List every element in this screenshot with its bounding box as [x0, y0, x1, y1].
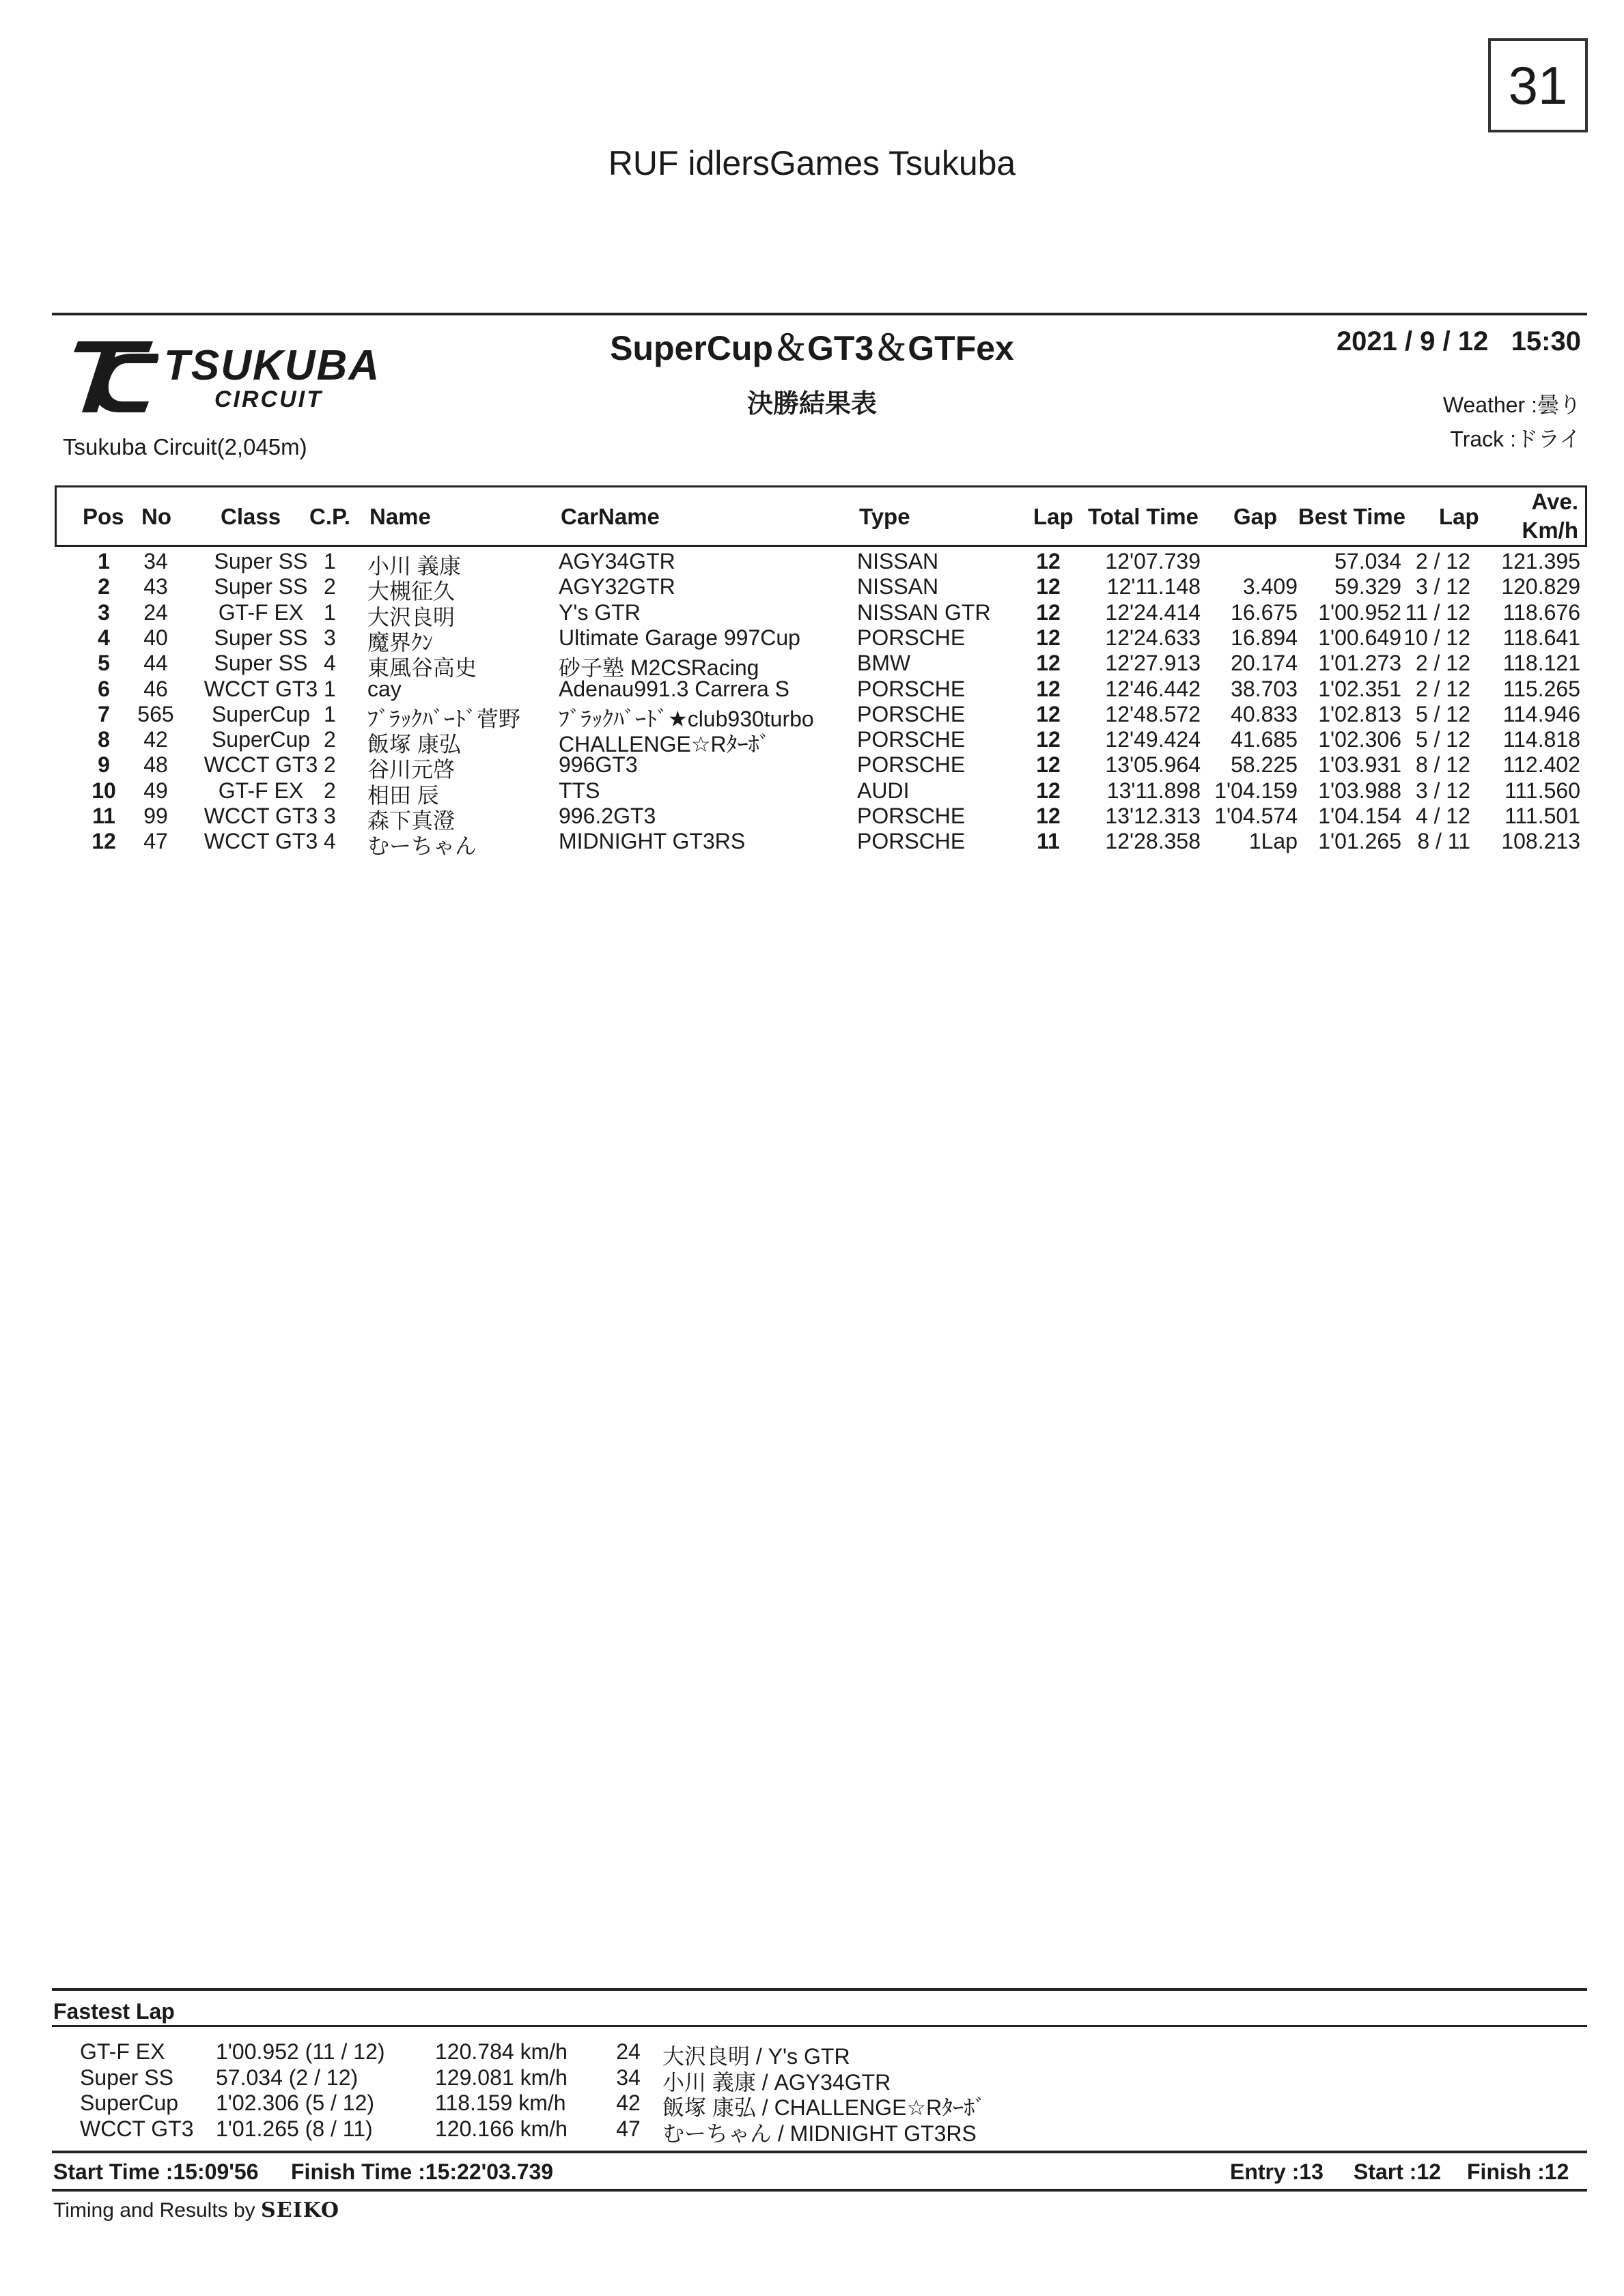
cell-pos: 6 — [98, 676, 110, 701]
fastest-lap-class: SuperCup — [80, 2091, 179, 2115]
cell-no: 42 — [143, 727, 168, 752]
cell-lap: 12 — [1036, 625, 1061, 650]
timing-label: Timing and Results by — [53, 2199, 255, 2222]
cell-carname: ﾌﾞﾗｯｸﾊﾞｰﾄﾞ★club930turbo — [559, 706, 814, 731]
fastest-lap-no: 24 — [616, 2039, 641, 2064]
cell-lap: 12 — [1036, 651, 1061, 676]
cell-gap: 40.833 — [1231, 701, 1298, 726]
cell-pos: 1 — [98, 549, 110, 573]
cell-name: 東風谷高史 — [367, 655, 477, 681]
cell-total: 12'49.424 — [1105, 727, 1201, 752]
cell-class: SuperCup — [211, 701, 311, 726]
cell-carname: 砂子塾 M2CSRacing — [559, 655, 759, 681]
fastest-lap-no: 47 — [616, 2116, 641, 2141]
cell-ave: 115.265 — [1502, 676, 1580, 701]
cell-gap: 58.225 — [1231, 752, 1298, 778]
cell-type: PORSCHE — [857, 804, 966, 828]
cell-carname: MIDNIGHT GT3RS — [559, 829, 746, 854]
cell-pos: 2 — [98, 574, 110, 599]
cell-class: Super SS — [214, 651, 308, 676]
fastest-lap-row — [0, 2091, 1624, 2120]
cell-type: PORSCHE — [857, 752, 966, 778]
cell-no: 40 — [143, 625, 168, 650]
cell-name: むーちゃん — [367, 834, 477, 859]
cell-total: 12'27.913 — [1105, 651, 1201, 676]
cell-ave: 111.560 — [1504, 778, 1580, 803]
cell-ave: 114.818 — [1502, 727, 1580, 752]
cell-carname: Ultimate Garage 997Cup — [559, 625, 800, 650]
table-row — [55, 778, 1587, 808]
table-row — [55, 829, 1587, 859]
cell-type: NISSAN GTR — [857, 599, 991, 625]
col-carname: CarName — [561, 504, 660, 529]
start-count: Start :12 — [1354, 2159, 1442, 2184]
col-kmh: Km/h — [1522, 518, 1578, 543]
cell-best: 1'03.988 — [1318, 778, 1401, 803]
cell-total: 12'48.572 — [1105, 701, 1201, 726]
table-row — [55, 727, 1587, 757]
results-table-header — [55, 485, 1587, 547]
cell-no: 34 — [143, 549, 168, 573]
cell-pos: 3 — [98, 599, 110, 625]
fastest-lap-time: 1'01.265 (8 / 11) — [216, 2116, 373, 2141]
cell-best: 1'03.931 — [1318, 752, 1401, 778]
cell-gap: 16.894 — [1231, 625, 1298, 650]
cell-no: 48 — [143, 752, 168, 778]
cell-best-lap: 3 / 12 — [1415, 778, 1470, 803]
cell-best-lap: 5 / 12 — [1415, 727, 1470, 752]
cell-total: 12'11.148 — [1106, 574, 1201, 599]
cell-class: Super SS — [214, 625, 308, 650]
footer-top-rule — [52, 2151, 1587, 2153]
cell-ave: 118.676 — [1502, 599, 1580, 625]
table-row — [55, 549, 1587, 578]
event-title: RUF idlersGames Tsukuba — [608, 144, 1016, 182]
fastest-lap-row — [0, 2039, 1624, 2069]
cell-pos: 9 — [98, 752, 110, 778]
col-name: Name — [369, 504, 431, 529]
fastest-lap-time: 1'00.952 (11 / 12) — [216, 2039, 385, 2064]
col-best-lap: Lap — [1439, 504, 1479, 529]
cell-gap: 41.685 — [1231, 727, 1298, 752]
cell-total: 13'05.964 — [1105, 752, 1201, 778]
cell-best-lap: 8 / 11 — [1417, 829, 1470, 854]
top-rule — [52, 313, 1587, 315]
cell-carname: AGY32GTR — [559, 574, 675, 599]
timing-credit — [53, 2198, 339, 2222]
col-pos: Pos — [83, 504, 124, 529]
cell-best-lap: 2 / 12 — [1415, 549, 1470, 573]
fastest-lap-driver: 小川 義康 / AGY34GTR — [662, 2069, 891, 2095]
race-date — [1336, 326, 1581, 357]
cell-type: PORSCHE — [857, 625, 966, 650]
cell-cp: 2 — [324, 574, 336, 599]
cell-best: 59.329 — [1334, 574, 1401, 599]
cell-carname: AGY34GTR — [559, 549, 675, 573]
cell-cp: 2 — [324, 727, 336, 752]
cell-class: Super SS — [214, 574, 308, 599]
fastest-lap-row — [0, 2065, 1624, 2095]
cell-best: 1'00.649 — [1318, 625, 1401, 650]
cell-ave: 118.121 — [1502, 651, 1580, 676]
circuit-name: Tsukuba Circuit(2,045m) — [63, 434, 307, 459]
cell-best: 57.034 — [1334, 549, 1401, 573]
fastest-lap-title-rule — [52, 2025, 1587, 2027]
cell-best-lap: 5 / 12 — [1415, 701, 1470, 726]
fastest-lap-driver: 大沢良明 / Y's GTR — [662, 2044, 850, 2069]
fastest-lap-no: 42 — [616, 2091, 641, 2115]
cell-gap: 16.675 — [1231, 599, 1298, 625]
col-no: No — [141, 504, 171, 529]
fastest-lap-row — [0, 2116, 1624, 2146]
cell-pos: 5 — [98, 651, 110, 676]
cell-best-lap: 2 / 12 — [1415, 651, 1470, 676]
cell-type: PORSCHE — [857, 829, 966, 854]
fastest-lap-speed: 118.159 km/h — [435, 2091, 566, 2115]
cell-best: 1'02.351 — [1318, 676, 1401, 701]
cell-class: GT-F EX — [218, 599, 304, 625]
cell-carname: 996.2GT3 — [559, 804, 656, 828]
col-total-time: Total Time — [1088, 504, 1199, 529]
cell-gap: 38.703 — [1231, 676, 1298, 701]
col-best-time: Best Time — [1298, 504, 1406, 529]
cell-carname: Y's GTR — [559, 599, 641, 625]
cell-cp: 1 — [324, 599, 336, 625]
cell-pos: 4 — [98, 625, 110, 650]
cell-lap: 12 — [1036, 701, 1061, 726]
table-row — [55, 625, 1587, 655]
cell-type: BMW — [857, 651, 911, 676]
cell-class: WCCT GT3 — [204, 829, 318, 854]
cell-name: 森下真澄 — [367, 808, 456, 833]
cell-ave: 114.946 — [1502, 701, 1580, 726]
cell-lap: 12 — [1036, 804, 1061, 828]
cell-best: 1'01.273 — [1318, 651, 1401, 676]
cell-pos: 11 — [92, 804, 115, 828]
fastest-lap-class: WCCT GT3 — [80, 2116, 194, 2141]
fastest-lap-class: GT-F EX — [80, 2039, 165, 2064]
cell-ave: 118.641 — [1502, 625, 1580, 650]
cell-type: PORSCHE — [857, 727, 966, 752]
cell-pos: 10 — [92, 778, 116, 803]
track-condition: Track :ドライ — [1450, 427, 1581, 451]
cell-best: 1'04.154 — [1318, 804, 1401, 828]
cell-class: GT-F EX — [218, 778, 304, 803]
cell-cp: 4 — [324, 829, 336, 854]
fastest-lap-driver: むーちゃん / MIDNIGHT GT3RS — [662, 2121, 977, 2146]
cell-best: 1'02.813 — [1318, 701, 1401, 726]
cell-no: 43 — [143, 574, 168, 599]
cell-lap: 11 — [1037, 829, 1060, 854]
cell-best-lap: 10 / 12 — [1403, 625, 1470, 650]
logo-circuit-text: CIRCUIT — [214, 386, 323, 412]
fastest-lap-time: 57.034 (2 / 12) — [216, 2065, 359, 2090]
table-row — [55, 574, 1587, 604]
cell-carname: Adenau991.3 Carrera S — [559, 676, 789, 701]
cell-lap: 12 — [1036, 676, 1061, 701]
cell-name: 大槻征久 — [367, 579, 456, 604]
cell-name: 飯塚 康弘 — [367, 732, 461, 757]
cell-carname: TTS — [559, 778, 600, 803]
cell-class: Super SS — [214, 549, 308, 573]
fastest-lap-speed: 120.166 km/h — [435, 2116, 568, 2141]
cell-ave: 121.395 — [1501, 549, 1580, 573]
cell-cp: 1 — [324, 701, 336, 726]
page-number: 31 — [1488, 38, 1588, 132]
cell-total: 13'12.313 — [1105, 804, 1201, 828]
race-title: SuperCup＆GT3＆GTFex — [610, 329, 1014, 367]
cell-cp: 3 — [324, 804, 336, 828]
cell-carname: CHALLENGE☆Rﾀｰﾎﾞ — [559, 732, 770, 757]
cell-class: WCCT GT3 — [204, 752, 318, 778]
cell-no: 99 — [143, 804, 168, 828]
cell-type: PORSCHE — [857, 701, 966, 726]
footer-bottom-rule — [52, 2189, 1587, 2192]
cell-no: 47 — [143, 829, 168, 854]
seiko-logo: SEIKO — [261, 2198, 339, 2222]
cell-best-lap: 4 / 12 — [1415, 804, 1470, 828]
table-row — [55, 752, 1587, 782]
fastest-lap-no: 34 — [616, 2065, 641, 2090]
col-ave: Ave. — [1531, 489, 1578, 514]
cell-class: WCCT GT3 — [204, 676, 318, 701]
cell-cp: 1 — [324, 549, 336, 573]
cell-pos: 12 — [92, 829, 116, 854]
cell-name: 小川 義康 — [367, 554, 461, 578]
race-subtitle: 決勝結果表 — [746, 390, 877, 419]
cell-lap: 12 — [1036, 599, 1061, 625]
cell-name: 大沢良明 — [367, 604, 456, 629]
cell-lap: 12 — [1036, 752, 1061, 778]
cell-cp: 4 — [324, 651, 336, 676]
cell-total: 12'24.633 — [1105, 625, 1201, 650]
cell-cp: 1 — [324, 676, 336, 701]
cell-total: 13'11.898 — [1106, 778, 1201, 803]
fastest-lap-time: 1'02.306 (5 / 12) — [216, 2091, 375, 2115]
cell-gap: 1'04.574 — [1214, 804, 1298, 828]
cell-gap: 20.174 — [1231, 651, 1298, 676]
cell-ave: 112.402 — [1502, 752, 1580, 778]
col-lap: Lap — [1033, 504, 1074, 529]
col-cp: C.P. — [309, 504, 350, 529]
cell-type: NISSAN — [857, 549, 939, 573]
start-time: Start Time :15:09'56 — [53, 2159, 259, 2184]
cell-cp: 3 — [324, 625, 336, 650]
table-row — [55, 651, 1587, 681]
finish-count: Finish :12 — [1467, 2159, 1569, 2184]
cell-gap: 1Lap — [1248, 829, 1298, 854]
logo-tsukuba-text: TSUKUBA — [164, 342, 381, 389]
col-class: Class — [221, 504, 281, 529]
cell-lap: 12 — [1036, 727, 1061, 752]
time-value: 15:30 — [1511, 326, 1581, 356]
cell-name: ﾌﾞﾗｯｸﾊﾞｰﾄﾞ菅野 — [367, 706, 521, 731]
cell-ave: 111.501 — [1504, 804, 1580, 828]
fastest-lap-rule — [52, 1988, 1587, 1991]
table-row — [55, 677, 1587, 702]
finish-time: Finish Time :15:22'03.739 — [291, 2159, 554, 2184]
cell-best-lap: 8 / 12 — [1415, 752, 1470, 778]
fastest-lap-class: Super SS — [80, 2065, 173, 2090]
cell-pos: 7 — [98, 701, 110, 726]
cell-lap: 12 — [1036, 778, 1061, 803]
cell-cp: 2 — [324, 752, 336, 778]
cell-type: NISSAN — [857, 574, 939, 599]
cell-total: 12'24.414 — [1105, 599, 1201, 625]
table-row — [55, 599, 1587, 629]
cell-no: 49 — [143, 778, 168, 803]
cell-total: 12'07.739 — [1105, 549, 1201, 573]
cell-type: AUDI — [857, 778, 910, 803]
cell-ave: 120.829 — [1501, 574, 1580, 599]
cell-lap: 12 — [1036, 574, 1061, 599]
cell-carname: 996GT3 — [559, 752, 638, 778]
cell-no: 44 — [143, 651, 168, 676]
cell-gap: 3.409 — [1242, 574, 1298, 599]
cell-total: 12'28.358 — [1105, 829, 1201, 854]
table-row — [55, 804, 1587, 833]
cell-name: cay — [367, 676, 402, 701]
cell-lap: 12 — [1036, 549, 1061, 573]
cell-no: 46 — [143, 676, 168, 701]
cell-best: 1'02.306 — [1318, 727, 1401, 752]
cell-best-lap: 3 / 12 — [1415, 574, 1470, 599]
cell-best: 1'01.265 — [1318, 829, 1401, 854]
cell-best: 1'00.952 — [1318, 599, 1401, 625]
cell-class: WCCT GT3 — [204, 804, 318, 828]
entry-count: Entry :13 — [1230, 2159, 1324, 2184]
cell-no: 24 — [143, 599, 168, 625]
cell-best-lap: 11 / 12 — [1405, 599, 1470, 625]
cell-total: 12'46.442 — [1105, 676, 1201, 701]
cell-pos: 8 — [98, 727, 110, 752]
cell-name: 魔界ｸﾝ — [367, 629, 434, 655]
weather: Weather :曇り — [1442, 393, 1581, 417]
cell-best-lap: 2 / 12 — [1415, 676, 1470, 701]
footer-bar — [52, 2154, 1587, 2188]
cell-gap: 1'04.159 — [1214, 778, 1298, 803]
cell-class: SuperCup — [211, 727, 311, 752]
cell-no: 565 — [137, 701, 174, 726]
cell-cp: 2 — [324, 778, 336, 803]
col-type: Type — [859, 504, 910, 529]
fastest-lap-speed: 129.081 km/h — [435, 2065, 568, 2090]
cell-ave: 108.213 — [1501, 829, 1580, 854]
cell-name: 相田 辰 — [367, 782, 439, 808]
fastest-lap-speed: 120.784 km/h — [435, 2039, 568, 2064]
cell-type: PORSCHE — [857, 676, 966, 701]
date-value: 2021 / 9 / 12 — [1336, 326, 1489, 356]
cell-name: 谷川元啓 — [367, 757, 456, 782]
fastest-lap-title: Fastest Lap — [53, 1999, 175, 2024]
table-row — [55, 701, 1587, 731]
fastest-lap-driver: 飯塚 康弘 / CHALLENGE☆Rﾀｰﾎﾞ — [662, 2095, 986, 2120]
col-gap: Gap — [1233, 504, 1278, 529]
